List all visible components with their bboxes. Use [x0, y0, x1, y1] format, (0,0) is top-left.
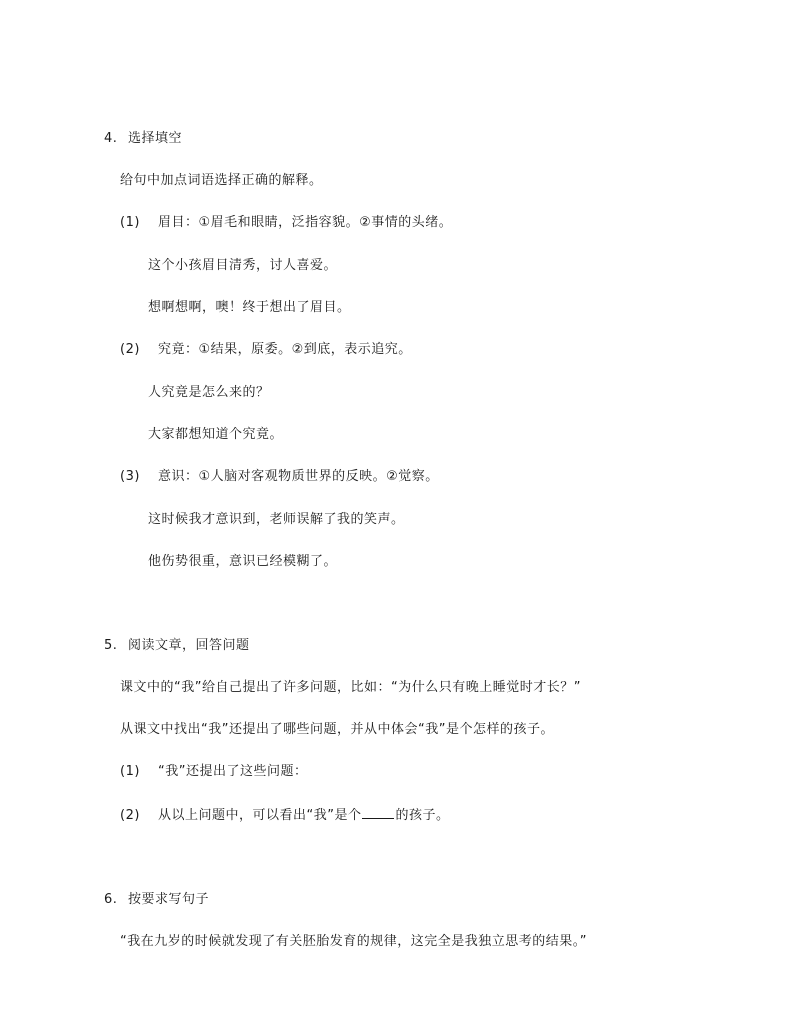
item-1-definition: 眉目：①眉毛和眼睛，泛指容貌。②事情的头绪。	[158, 215, 453, 230]
section-5-number: 5.	[104, 638, 118, 653]
item-3-definition-row	[120, 468, 439, 486]
section-4-instruction: 给句中加点词语选择正确的解释。	[120, 173, 323, 188]
item-3-example-1: 这时候我才意识到，老师误解了我的笑声。	[148, 512, 405, 527]
section-4-title: 选择填空	[128, 131, 183, 146]
section-5-heading	[104, 637, 250, 655]
section-6-heading	[104, 891, 209, 909]
item-1-definition-row	[120, 214, 452, 232]
item-1-example-2: 想啊想啊，噢！终于想出了眉目。	[148, 300, 351, 315]
item-2-example-2: 大家都想知道个究竟。	[148, 427, 284, 442]
item-2-number: (2)	[120, 342, 140, 357]
question-1-text: “我”还提出了这些问题：	[158, 764, 308, 779]
section-5-paragraph-2: 从课文中找出“我”还提出了哪些问题，并从中体会“我”是个怎样的孩子。	[120, 722, 554, 737]
question-2-number: (2)	[120, 808, 140, 823]
section-4-heading	[104, 130, 182, 148]
item-1-example-1: 这个小孩眉目清秀，讨人喜爱。	[148, 258, 338, 273]
question-2-text-before: 从以上问题中，可以看出“我”是个	[158, 808, 362, 823]
section-6-title: 按要求写句子	[128, 892, 210, 907]
section-6-number: 6.	[104, 892, 118, 907]
item-3-number: (3)	[120, 469, 140, 484]
item-2-definition-row	[120, 341, 412, 359]
item-2-example-1: 人究竟是怎么来的？	[148, 385, 270, 400]
section-6-quote: “我在九岁的时候就发现了有关胚胎发育的规律，这完全是我独立思考的结果。”	[120, 934, 587, 949]
section-4-number: 4.	[104, 131, 118, 146]
section-5-paragraph-1: 课文中的“我”给自己提出了许多问题，比如：“为什么只有晚上睡觉时才长？”	[120, 680, 581, 695]
section-5-question-2	[120, 806, 450, 825]
item-3-definition: 意识：①人脑对客观物质世界的反映。②觉察。	[158, 469, 439, 484]
item-1-number: (1)	[120, 215, 140, 230]
section-5-question-1	[120, 763, 307, 781]
item-3-example-2: 他伤势很重，意识已经模糊了。	[148, 554, 338, 569]
question-2-text-after: 的孩子。	[395, 808, 450, 823]
answer-blank[interactable]	[362, 806, 394, 819]
question-1-number: (1)	[120, 764, 140, 779]
item-2-definition: 究竟：①结果，原委。②到底，表示追究。	[158, 342, 412, 357]
section-5-title: 阅读文章，回答问题	[128, 638, 250, 653]
